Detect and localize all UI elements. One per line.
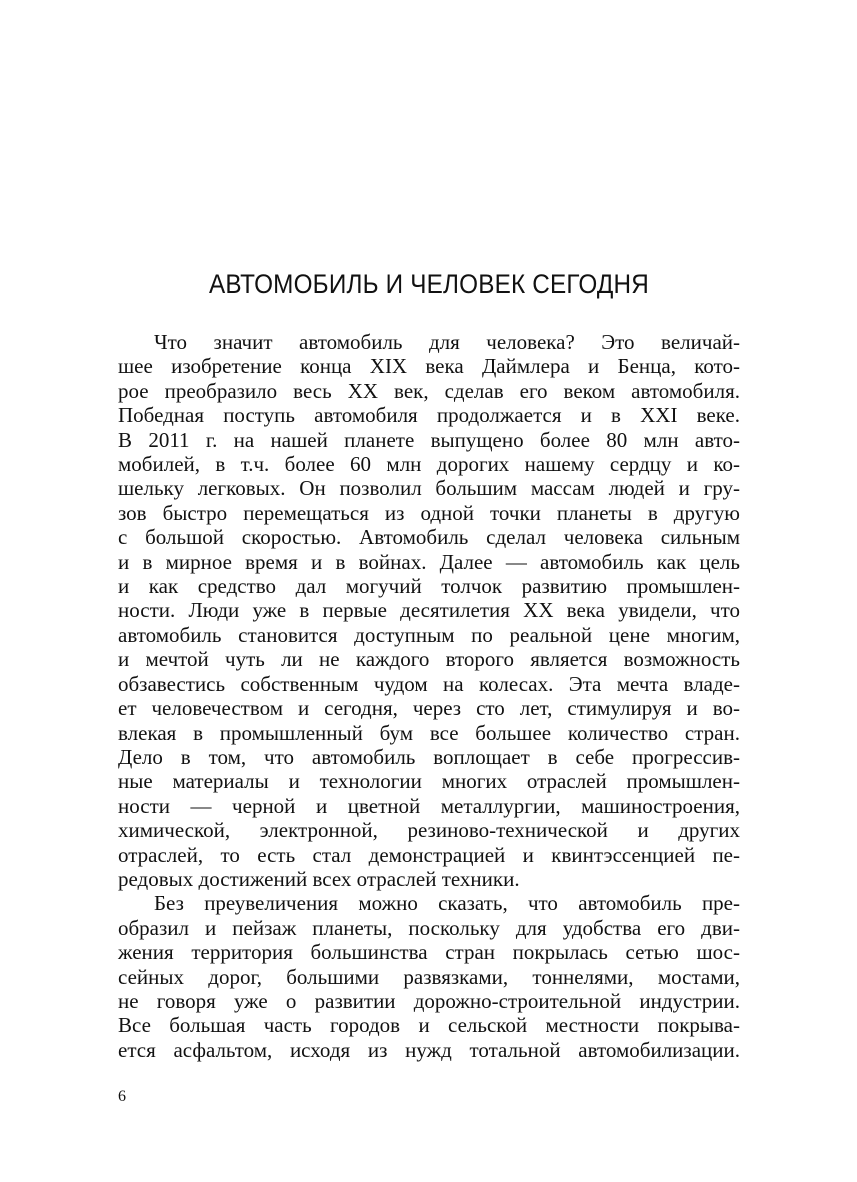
text-line: ности. Люди уже в первые десятилетия XX века увидели, что [118,598,740,623]
text-line: зов быстро перемещаться из одной точки планеты в другую [118,500,740,525]
text-line: и в мирное время и в войнах. Далее — автомобиль как цель [118,549,740,574]
text-line: мобилей, в т.ч. более 60 млн дорогих нашему сердцу и ко- [118,452,740,477]
text-line: В 2011 г. на нашей планете выпущено более 80 млн авто- [118,427,740,452]
paragraph [118,891,740,1062]
text-line: отраслей, то есть стал демонстрацией и квинтэссенцией пе- [118,842,740,867]
text-line: ется асфальтом, исходя из нужд тотальной автомобилизации. [118,1037,740,1062]
chapter-title: АВТОМОБИЛЬ И ЧЕЛОВЕК СЕГОДНЯ [209,269,649,299]
text-line: с большой скоростью. Автомобиль сделал человека сильным [118,525,740,550]
page-number: 6 [118,1088,126,1105]
text-line: обзавестись собственным чудом на колесах. Эта мечта владе- [118,671,740,696]
text-line: ные материалы и технологии многих отраслей промышлен- [118,769,740,794]
text-line: и мечтой чуть ли не каждого второго является возможность [118,647,740,672]
text-line: сейных дорог, большими развязками, тоннелями, мостами, [118,964,740,989]
text-line: и как средство дал могучий толчок развитию промышлен- [118,574,740,599]
text-line: Победная поступь автомобиля продолжается и в XXI веке. [118,403,740,428]
text-line: шее изобретение конца XIX века Даймлера и Бенца, кото- [118,354,740,379]
text-line: образил и пейзаж планеты, поскольку для удобства его дви- [118,915,740,940]
text-line: шельку легковых. Он позволил большим массам людей и гру- [118,476,740,501]
text-line: Все большая часть городов и сельской местности покрыва- [118,1013,740,1038]
text-line: автомобиль становится доступным по реальной цене многим, [118,622,740,647]
text-line: ности — черной и цветной металлургии, машиностроения, [118,793,740,818]
text-line: редовых достижений всех отраслей техники. [118,866,520,891]
text-line: ет человечеством и сегодня, через сто лет, стимулируя и во- [118,696,740,721]
text-line: Без преувеличения можно сказать, что автомобиль пре- [154,891,740,916]
text-line: химической, электронной, резиново-технической и других [118,818,740,843]
text-line: Что значит автомобиль для человека? Это величай- [154,330,740,354]
text-line: рое преобразило весь XX век, сделав его веком автомобиля. [118,378,740,403]
text-line: жения территория большинства стран покрылась сетью шос- [118,940,740,965]
paragraph [118,330,740,891]
text-line: влекая в промышленный бум все большее количество стран. [118,720,740,745]
text-line: Дело в том, что автомобиль воплощает в себе прогрессив- [118,744,740,769]
text-line: не говоря уже о развитии дорожно-строительной индустрии. [118,988,740,1013]
body-text [118,330,740,1062]
